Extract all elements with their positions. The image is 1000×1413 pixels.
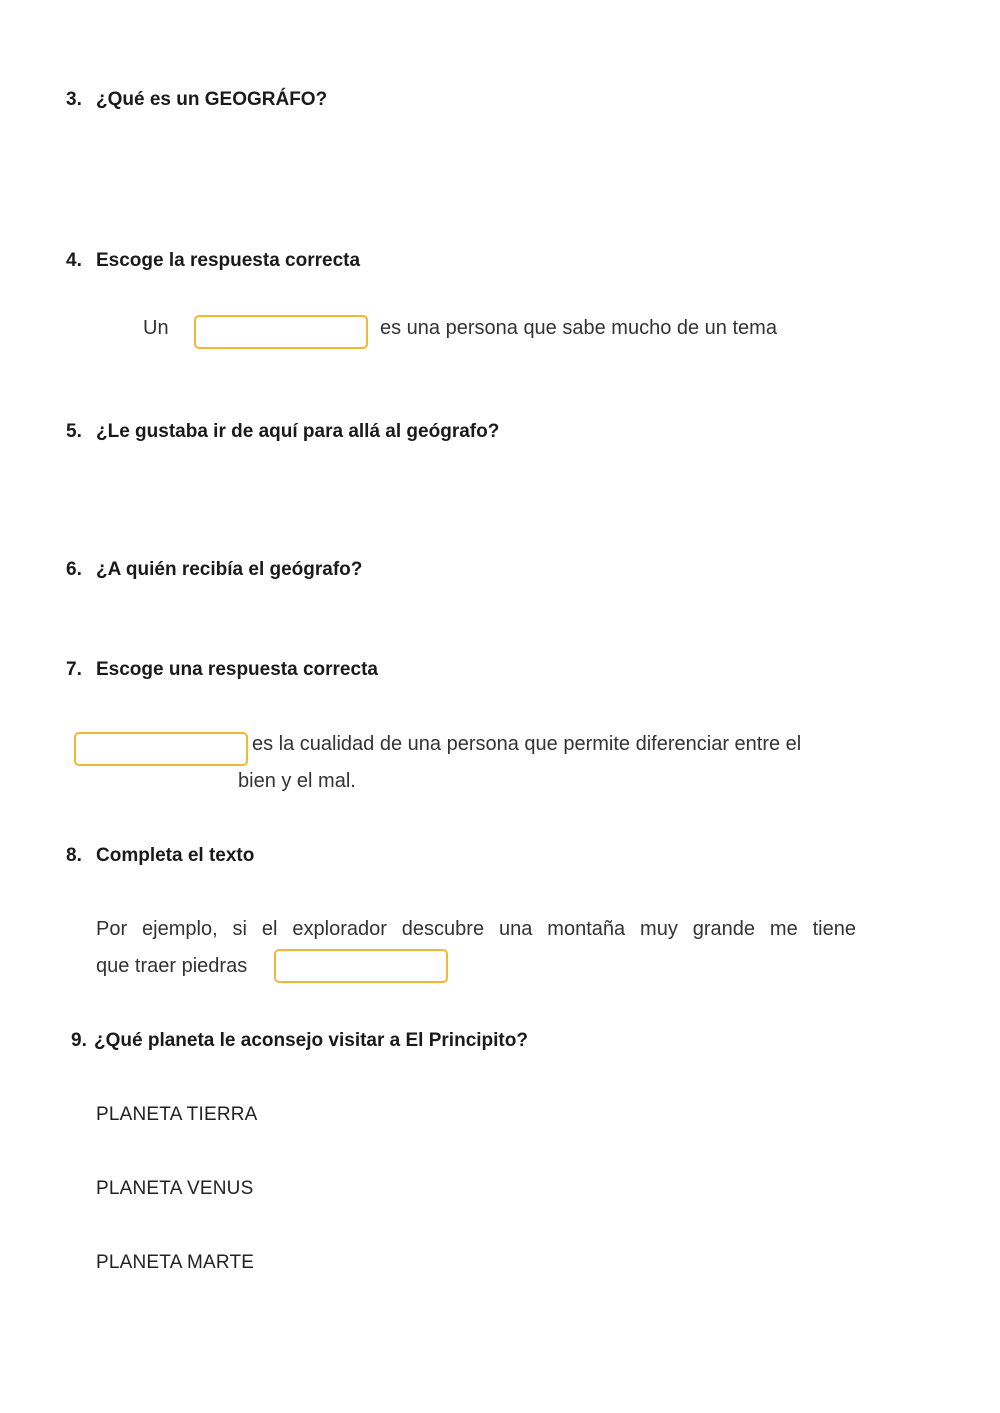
question-3-text: ¿Qué es un GEOGRÁFO?: [96, 89, 328, 110]
question-9-number: 9.: [71, 1030, 87, 1051]
question-3-number: 3.: [66, 89, 82, 110]
question-7-answer-input[interactable]: [74, 732, 248, 766]
question-7-line-1: es la cualidad de una persona que permite diferenciar entre el: [252, 733, 802, 755]
question-5-text: ¿Le gustaba ir de aquí para allá al geógrafo?: [96, 421, 500, 442]
question-8-answer-input[interactable]: [274, 949, 448, 983]
question-7-text: Escoge una respuesta correcta: [96, 659, 378, 680]
question-6: [66, 559, 362, 581]
question-9: [71, 1030, 528, 1052]
question-9-text: ¿Qué planeta le aconsejo visitar a El Principito?: [94, 1030, 528, 1051]
question-6-number: 6.: [66, 559, 82, 580]
question-7: [66, 659, 378, 681]
question-8-line-1: Por ejemplo, si el explorador descubre una montaña muy grande me tiene: [96, 918, 856, 940]
option-planeta-tierra[interactable]: PLANETA TIERRA: [96, 1104, 258, 1125]
question-4-number: 4.: [66, 250, 82, 271]
option-planeta-venus[interactable]: PLANETA VENUS: [96, 1178, 254, 1199]
question-5: [66, 421, 499, 443]
question-4-text: Escoge la respuesta correcta: [96, 250, 361, 271]
question-4-prefix: Un: [143, 317, 169, 339]
question-8: [66, 845, 254, 867]
question-8-number: 8.: [66, 845, 82, 866]
question-8-text: Completa el texto: [96, 845, 255, 866]
question-7-number: 7.: [66, 659, 82, 680]
question-8-line-2: que traer piedras: [96, 955, 248, 977]
question-5-number: 5.: [66, 421, 82, 442]
question-4-answer-input[interactable]: [194, 315, 368, 349]
question-3: [66, 89, 327, 111]
question-4: [66, 250, 360, 272]
option-planeta-marte[interactable]: PLANETA MARTE: [96, 1252, 255, 1273]
question-6-text: ¿A quién recibía el geógrafo?: [96, 559, 363, 580]
question-7-line-2: bien y el mal.: [238, 770, 356, 792]
question-4-suffix: es una persona que sabe mucho de un tema: [380, 317, 777, 339]
